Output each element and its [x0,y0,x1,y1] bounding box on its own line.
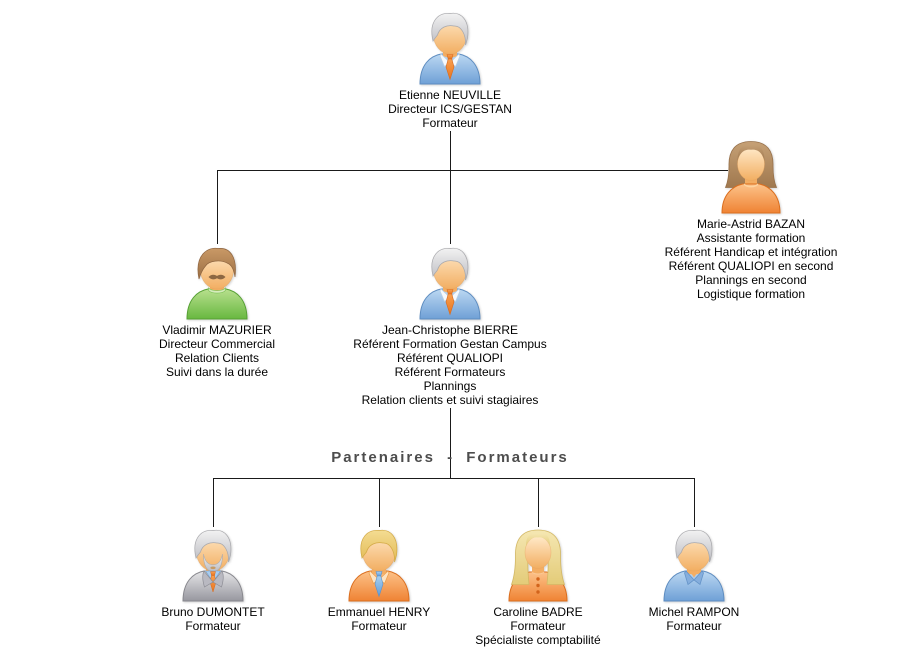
connector-line [538,478,539,527]
person-name: Caroline BADRE [493,605,583,619]
man-brown-hair-mustache-green-sweater-icon [181,244,253,320]
person-name: Emmanuel HENRY [327,605,431,619]
person-role: Référent QUALIOPI [396,351,504,365]
connector-line [694,478,695,527]
person-role: Formateur [666,619,722,633]
person-vladimir-mazurier [117,244,317,379]
group-label-partenaires-formateurs: Partenaires - Formateurs [331,449,569,466]
person-marie-astrid-bazan [636,138,866,301]
connector-line [213,478,214,527]
person-role: Directeur Commercial [158,337,276,351]
person-name: Jean-Christophe BIERRE [381,323,519,337]
person-role: Plannings en second [695,273,807,287]
person-name: Vladimir MAZURIER [162,323,272,337]
person-role: Spécialiste comptabilité [475,633,601,647]
person-role: Formateur [510,619,566,633]
man-blond-hair-orange-shirt-blue-tie-icon [343,526,415,602]
woman-long-blonde-hair-orange-top-icon [502,526,574,602]
connector-line [213,478,695,479]
person-role: Suivi dans la durée [165,365,269,379]
person-role: Formateur [185,619,241,633]
person-role: Logistique formation [696,287,806,301]
man-gray-hair-blue-shirt-orange-tie-icon [414,244,486,320]
connector-line [217,170,218,244]
connector-line [450,408,451,478]
connector-line [379,478,380,527]
woman-brown-bob-orange-top-icon [715,138,787,214]
person-role: Référent Formation Gestan Campus [353,337,547,351]
person-role: Référent QUALIOPI en second [668,259,834,273]
connector-line [450,131,451,170]
person-role: Plannings [423,379,477,393]
person-role: Référent Formateurs [394,365,506,379]
person-role: Directeur ICS/GESTAN [388,102,512,116]
man-gray-hair-blue-shirt-orange-tie-icon [414,9,486,85]
person-name: Etienne NEUVILLE [398,88,502,102]
person-name: Michel RAMPON [648,605,740,619]
person-role: Formateur [422,116,478,130]
person-role: Formateur [351,619,407,633]
person-name: Marie-Astrid BAZAN [696,217,806,231]
person-etienne-neuville [340,9,560,130]
person-role: Assistante formation [696,231,806,245]
person-role: Relation Clients [174,351,260,365]
person-jean-christophe-bierre [325,244,575,407]
person-michel-rampon [594,526,794,633]
man-gray-hair-blue-shirt-icon [658,526,730,602]
connector-line [450,170,451,244]
person-name: Bruno DUMONTET [161,605,265,619]
person-role: Référent Handicap et intégration [664,245,838,259]
person-role: Relation clients et suivi stagiaires [361,393,539,407]
man-gray-hair-beard-gray-suit-orange-tie-icon [177,526,249,602]
